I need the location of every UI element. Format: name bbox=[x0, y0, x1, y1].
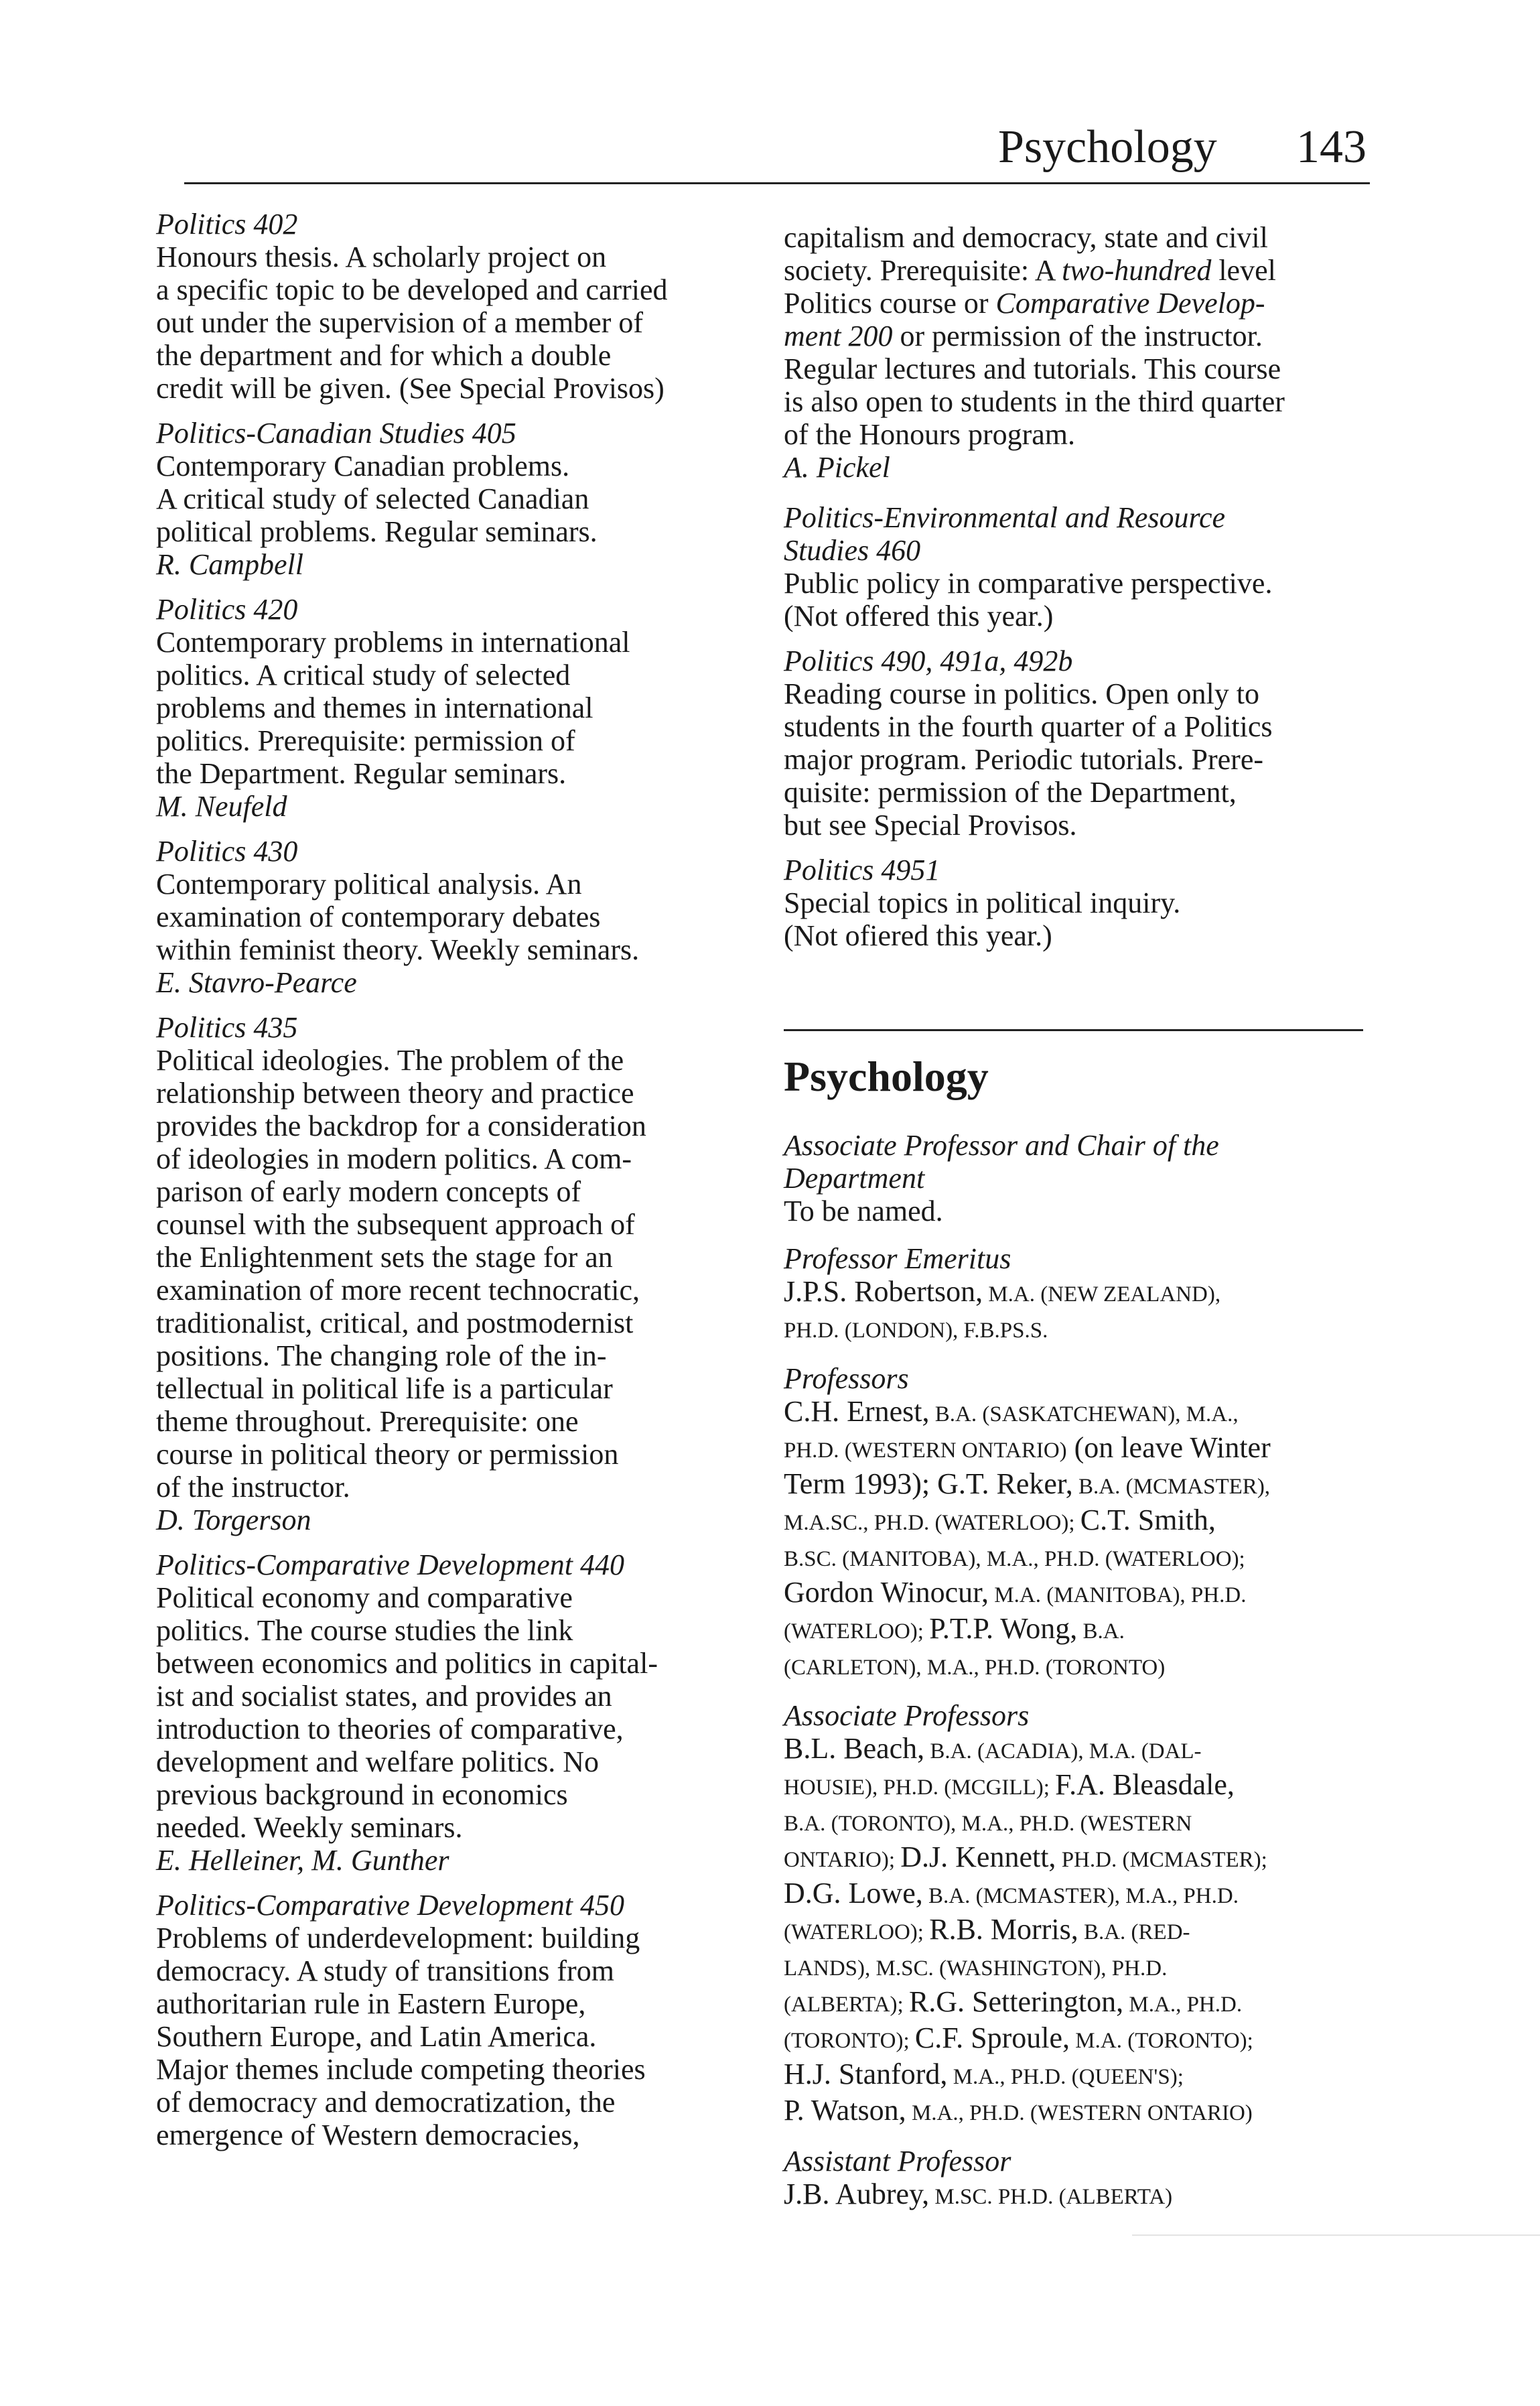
text-run-italic: two-hundred bbox=[1062, 254, 1212, 287]
text-run: society. Prerequisite: A bbox=[784, 254, 1062, 287]
staff-credentials: B.A. (TORONTO), M.A., PH.D. (WESTERN ONTARIO); bbox=[784, 1812, 1192, 1872]
running-head-title: Psychology bbox=[998, 121, 1217, 173]
staff-name: Gordon Winocur, bbox=[784, 1576, 989, 1609]
staff-group-chair bbox=[784, 1129, 1373, 1227]
staff-name: C.T. Smith, bbox=[1080, 1503, 1216, 1536]
course-entry bbox=[156, 835, 772, 999]
staff-group-title: Professor Emeritus bbox=[784, 1242, 1011, 1275]
staff-group-professors bbox=[784, 1362, 1373, 1684]
course-description: Contemporary political analysis. An examination of contemporary debates within feminist theory. Weekly seminars. bbox=[156, 868, 640, 966]
staff-group-associates bbox=[784, 1699, 1373, 2130]
header-rule bbox=[184, 182, 1370, 184]
course-instructor: D. Torgerson bbox=[156, 1503, 311, 1536]
course-entry bbox=[156, 1889, 772, 2151]
staff-credentials: B.A. (RED- LANDS), M.SC. (WASHINGTON), PH.D. (ALBERTA); bbox=[784, 1920, 1190, 2017]
continuation-line: Regular lectures and tutorials. This course is also open to students in the third quarter of the Honours program. bbox=[784, 352, 1285, 451]
staff-name: D.G. Lowe, bbox=[784, 1877, 923, 1910]
staff-name: C.H. Ernest, bbox=[784, 1395, 930, 1428]
section-heading: Psychology bbox=[784, 1053, 989, 1100]
text-run-italic: ment 200 bbox=[784, 320, 893, 352]
staff-text bbox=[784, 2178, 1373, 2214]
staff-name: R.G. Setterington, bbox=[908, 1985, 1124, 2018]
left-column bbox=[156, 208, 772, 2163]
staff-text bbox=[784, 1275, 1373, 1347]
staff-group-title: Associate Professors bbox=[784, 1699, 1030, 1732]
course-entry bbox=[156, 208, 772, 405]
staff-credentials: M.A. (MANITOBA), PH.D. (WATERLOO); bbox=[784, 1583, 1247, 1644]
staff-text: To be named. bbox=[784, 1195, 943, 1227]
staff-credentials: M.A. (NEW ZEALAND), PH.D. (LONDON), F.B.PS.S. bbox=[784, 1282, 1221, 1343]
continuation-line bbox=[784, 254, 1373, 287]
text-run: or permission of the instructor. bbox=[892, 320, 1263, 352]
staff-credentials: B.SC. (MANITOBA), M.A., PH.D. (WATERLOO); bbox=[784, 1547, 1245, 1571]
staff-credentials: M.A., PH.D. (TORONTO); bbox=[784, 1993, 1243, 2053]
staff-name: G.T. Reker, bbox=[937, 1467, 1073, 1500]
staff-name: P. Watson, bbox=[784, 2094, 906, 2127]
course-title: Politics 435 bbox=[156, 1011, 298, 1044]
course-title: Politics 4951 bbox=[784, 854, 940, 886]
text-run-italic: Comparative Develop- bbox=[995, 287, 1265, 320]
staff-credentials: M.A., PH.D. (WESTERN ONTARIO) bbox=[906, 2101, 1253, 2125]
staff-credentials: M.A., PH.D. (QUEEN'S); bbox=[953, 2065, 1184, 2089]
course-title: Politics-Environmental and Resource Studies 460 bbox=[784, 501, 1226, 567]
running-head bbox=[0, 0, 1540, 201]
staff-credentials: M.A. (TORONTO); bbox=[1075, 2029, 1253, 2053]
page-number: 143 bbox=[1296, 121, 1367, 173]
course-description: Contemporary Canadian problems. A critical study of selected Canadian political problems. Regular seminars. bbox=[156, 450, 598, 548]
staff-group-title: Assistant Professor bbox=[784, 2145, 1011, 2178]
course-description: Public policy in comparative perspective. (Not offered this year.) bbox=[784, 567, 1273, 632]
staff-group-assistant bbox=[784, 2145, 1373, 2214]
course-entry bbox=[156, 417, 772, 581]
staff-text bbox=[784, 1395, 1373, 1684]
staff-credentials: M.SC. PH.D. (ALBERTA) bbox=[929, 2185, 1173, 2209]
course-entry bbox=[156, 1011, 772, 1536]
course-instructor: M. Neufeld bbox=[156, 790, 287, 823]
course-description: Special topics in political inquiry. (Not ofiered this year.) bbox=[784, 886, 1181, 952]
staff-name: J.B. Aubrey, bbox=[784, 2178, 930, 2210]
continuation-line bbox=[784, 287, 1373, 320]
staff-name: P.T.P. Wong, bbox=[929, 1612, 1078, 1645]
course-title: Politics 430 bbox=[156, 835, 298, 868]
staff-text bbox=[784, 1732, 1373, 2130]
staff-group-title: Associate Professor and Chair of the Department bbox=[784, 1129, 1219, 1195]
course-description: Contemporary problems in international politics. A critical study of selected problems and themes in international politics. Prerequisite: permission of the Department. Regular seminars. bbox=[156, 626, 630, 790]
course-instructor: R. Campbell bbox=[156, 548, 303, 581]
section-rule bbox=[784, 1029, 1363, 1031]
course-description: Problems of underdevelopment: building democracy. A study of transitions from authoritarian rule in Eastern Europe, Southern Europe, and Latin America. Major themes include competing theories of democracy and democratization, the emergence of Western democracies, bbox=[156, 1922, 646, 2151]
staff-name: B.L. Beach, bbox=[784, 1732, 925, 1765]
staff-credentials: PH.D. (MCMASTER); bbox=[1061, 1848, 1267, 1872]
staff-credentials: B.A. (SASKATCHEWAN), M.A., PH.D. (WESTERN ONTARIO) bbox=[784, 1402, 1239, 1463]
course-instructor: A. Pickel bbox=[784, 451, 890, 484]
course-instructor: E. Stavro-Pearce bbox=[156, 966, 357, 999]
course-title: Politics 490, 491a, 492b bbox=[784, 645, 1073, 677]
course-entry bbox=[784, 854, 1373, 952]
course-entry bbox=[784, 501, 1373, 632]
course-instructor: E. Helleiner, M. Gunther bbox=[156, 1844, 449, 1877]
text-run: Politics course or bbox=[784, 287, 996, 320]
staff-group-title: Professors bbox=[784, 1362, 909, 1395]
staff-name: J.P.S. Robertson, bbox=[784, 1275, 983, 1308]
staff-note: (on leave Winter Term 1993); bbox=[784, 1431, 1271, 1500]
staff-name: D.J. Kennett, bbox=[900, 1841, 1056, 1873]
staff-credentials: B.A. (CARLETON), M.A., PH.D. (TORONTO) bbox=[784, 1619, 1166, 1680]
continuation-line bbox=[784, 320, 1373, 352]
staff-credentials: B.A. (MCMASTER), M.A., PH.D. (WATERLOO); bbox=[784, 1884, 1239, 1944]
course-continuation bbox=[784, 221, 1373, 484]
course-title: Politics-Canadian Studies 405 bbox=[156, 417, 516, 450]
course-title: Politics-Comparative Development 440 bbox=[156, 1548, 624, 1581]
course-description: Honours thesis. A scholarly project on a specific topic to be developed and carried out under the supervision of a member of the department and for which a double credit will be given. (See Special Provisos) bbox=[156, 241, 668, 405]
right-column bbox=[784, 221, 1373, 2228]
staff-name: R.B. Morris, bbox=[929, 1913, 1078, 1946]
staff-name: F.A. Bleasdale, bbox=[1055, 1768, 1235, 1801]
course-entry bbox=[156, 593, 772, 823]
course-title: Politics-Comparative Development 450 bbox=[156, 1889, 624, 1922]
course-entry bbox=[784, 645, 1373, 842]
course-description: Reading course in politics. Open only to students in the fourth quarter of a Politics major program. Periodic tutorials. Prere- quisite: permission of the Department, but see Special Provisos. bbox=[784, 677, 1273, 842]
course-title: Politics 402 bbox=[156, 208, 298, 241]
course-description: Political ideologies. The problem of the relationship between theory and practice provides the backdrop for a consideration of ideologies in modern politics. A com- parison of early modern concepts of counsel with the subsequent approach of the Enlightenment sets the stage for an examination of more recent technocratic, traditionalist, critical, and postmodernist positions. The changing role of the in- tellectual in political life is a particular theme throughout. Prerequisite: one course in political theory or permission of the instructor. bbox=[156, 1044, 646, 1503]
staff-group-emeritus bbox=[784, 1242, 1373, 1347]
staff-name: C.F. Sproule, bbox=[914, 2021, 1070, 2054]
continuation-line: capitalism and democracy, state and civil bbox=[784, 221, 1268, 254]
course-title: Politics 420 bbox=[156, 593, 298, 626]
course-entry bbox=[156, 1548, 772, 1877]
staff-credentials: B.A. (MCMASTER), M.A.SC., PH.D. (WATERLOO); bbox=[784, 1475, 1271, 1535]
course-description: Political economy and comparative politics. The course studies the link between economics and politics in capital- ist and socialist states, and provides an introduction to theories of comparative, development and welfare politics. No previous background in economics needed. Weekly seminars. bbox=[156, 1581, 658, 1844]
staff-credentials: B.A. (ACADIA), M.A. (DAL- HOUSIE), PH.D. (MCGILL); bbox=[784, 1739, 1202, 1800]
scan-edge-line bbox=[1132, 2234, 1540, 2236]
text-run: level bbox=[1211, 254, 1276, 287]
staff-name: H.J. Stanford, bbox=[784, 2058, 948, 2090]
